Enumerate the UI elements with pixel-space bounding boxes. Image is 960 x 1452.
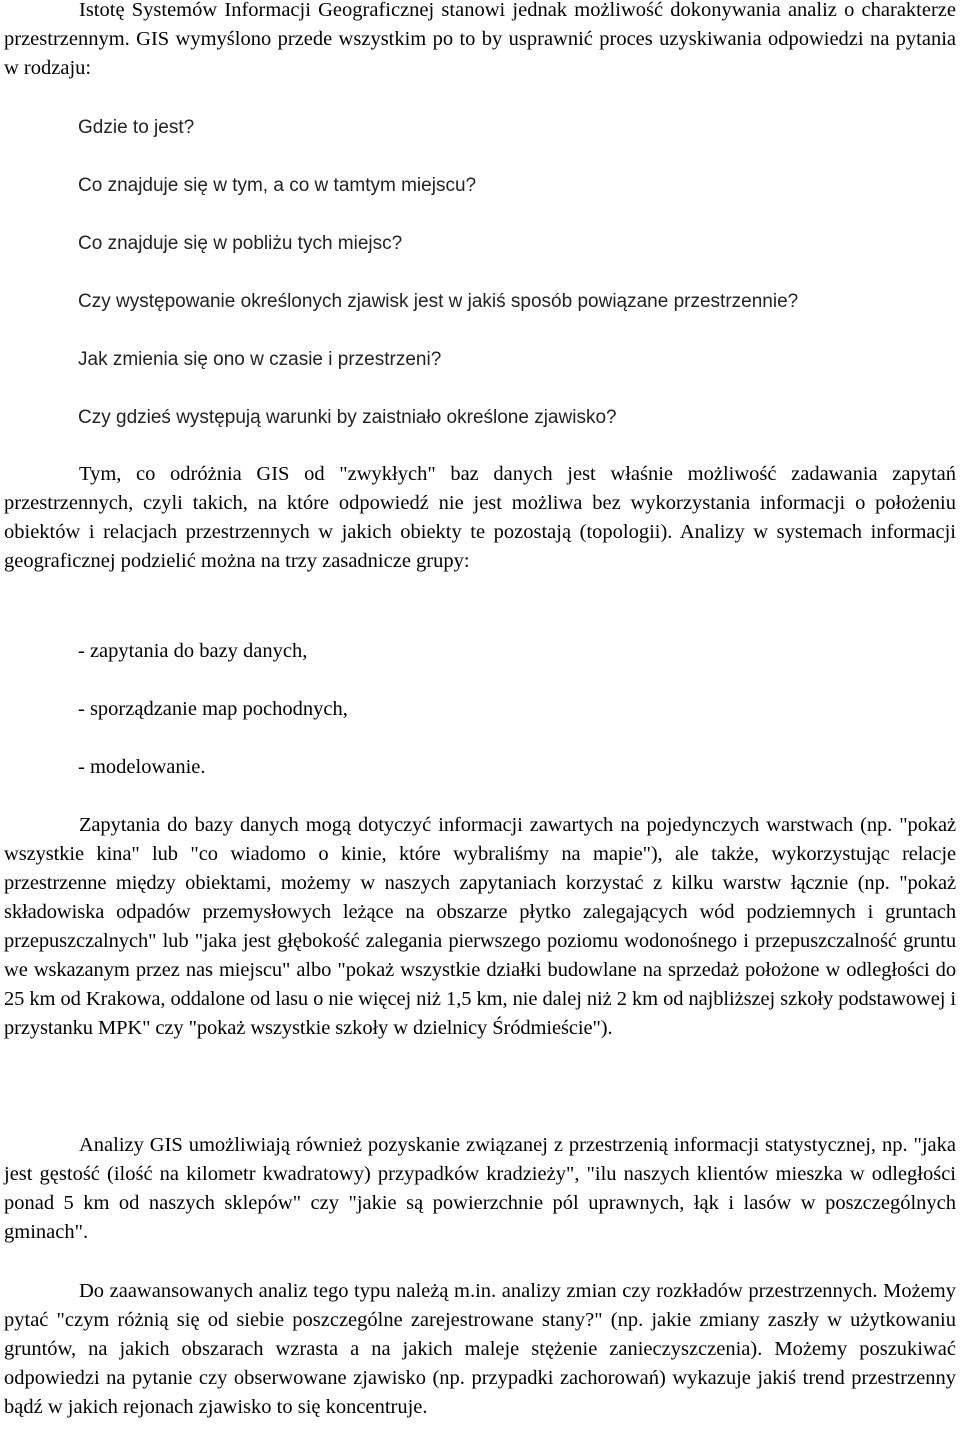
- statistics-paragraph: Analizy GIS umożliwiają również pozyskanie związanej z przestrzenią informacji statystycznej, np. "jaka jest gęstość (ilość na kilometr kwadratowy) przypadków kradzieży", "ilu naszych klientów mieszka w odległości ponad 5 km od naszych sklepów" czy "jakie są powierzchnie pól uprawnych, łąk i lasów w poszczególnych gminach".: [4, 1134, 956, 1243]
- database-queries-paragraph: Zapytania do bazy danych mogą dotyczyć informacji zawartych na pojedynczych warstwach (np. "pokaż wszystkie kina" lub "co wiadomo o kinie, które wybraliśmy na mapie"), ale także, wykorzystując relacje przestrzenne między obiektami, możemy w naszych zapytaniach korzystać z kilku warstw łącznie (np. "pokaż składowiska odpadów przemysłowych leżące na obszarze płytko zalegających wód podziemnych i gruntach przepuszczalnych" lub "jaka jest głębokość zalegania pierwszego poziomu wodonośnego i przepuszczalność gruntu we wskazanym przez nas miejscu" albo "pokaż wszystkie działki budowlane na sprzedaż położone w odległości do 25 km od Krakowa, oddalone od lasu o nie więcej niż 1,5 km, nie dalej niż 2 km od najbliższej szkoły podstawowej i przystanku MPK" czy "pokaż wszystkie szkoły w dzielnicy Śródmieście").: [4, 814, 956, 1039]
- question-item: Czy gdzieś występują warunki by zaistniało określone zjawisko?: [78, 407, 617, 428]
- question-item: Co znajduje się w tym, a co w tamtym miejscu?: [78, 175, 477, 196]
- analysis-group-item: - zapytania do bazy danych,: [78, 640, 308, 662]
- question-item: Co znajduje się w pobliżu tych miejsc?: [78, 233, 403, 254]
- intro-paragraph: Istotę Systemów Informacji Geograficznej stanowi jednak możliwość dokonywania analiz o charakterze przestrzennym. GIS wymyślono przede wszystkim po to by usprawnić proces uzyskiwania odpowiedzi na pytania w rodzaju:: [4, 0, 956, 79]
- question-item: Czy występowanie określonych zjawisk jest w jakiś sposób powiązane przestrzennie?: [78, 291, 799, 312]
- question-item: Gdzie to jest?: [78, 117, 195, 138]
- analysis-group-item: - modelowanie.: [78, 756, 206, 778]
- question-item: Jak zmienia się ono w czasie i przestrzeni?: [78, 349, 442, 370]
- gis-queries-paragraph: Tym, co odróżnia GIS od "zwykłych" baz danych jest właśnie możliwość zadawania zapytań przestrzennych, czyli takich, na które odpowiedź nie jest możliwa bez wykorzystania informacji o położeniu obiektów i relacjach przestrzennych w jakich obiekty te pozostają (topologii). Analizy w systemach informacji geograficznej podzielić można na trzy zasadnicze grupy:: [4, 463, 956, 572]
- advanced-analysis-paragraph: Do zaawansowanych analiz tego typu należą m.in. analizy zmian czy rozkładów przestrzennych. Możemy pytać "czym różnią się od siebie poszczególne zarejestrowane stany?" (np. jakie zmiany zaszły w użytkowaniu gruntów, na jakich obszarach wzrasta a na jakich maleje stężenie zanieczyszczenia). Możemy poszukiwać odpowiedzi na pytanie czy obserwowane zjawisko (np. przypadki zachorowań) wykazuje jakiś trend przestrzenny bądź w jakich rejonach zjawisko to się koncentruje.: [4, 1280, 956, 1418]
- analysis-group-item: - sporządzanie map pochodnych,: [78, 698, 348, 720]
